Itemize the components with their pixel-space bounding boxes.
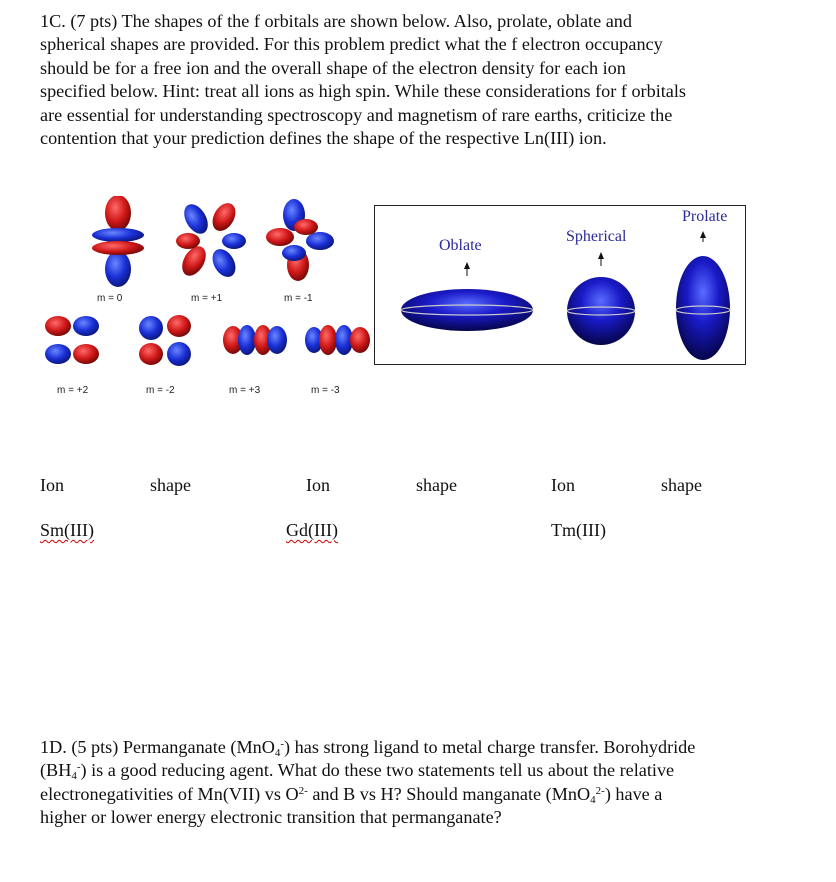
orbital-m+2 (45, 316, 99, 364)
orbital-label-m-3: m = -3 (311, 385, 340, 396)
superscript: 2- (595, 784, 605, 797)
text-run: ) have a (604, 783, 663, 804)
ion-sm: Sm(III) (40, 520, 94, 540)
problem-1d-line-3 (40, 783, 820, 806)
orbital-m-3 (305, 325, 370, 355)
spherical-ellipsoid (567, 252, 635, 345)
text-run: (BH (40, 760, 72, 781)
text-run: 1D. (5 pts) Permanganate (MnO (40, 737, 275, 757)
problem-1d-text (40, 736, 820, 830)
orbital-m+1 (176, 199, 246, 281)
orbital-m0 (92, 196, 144, 287)
prolate-label: Prolate (682, 208, 728, 225)
oblate-label: Oblate (439, 237, 482, 254)
ion-tm: Tm(III) (551, 520, 606, 540)
orbital-m+3 (223, 325, 287, 355)
text-run: ) has strong ligand to metal charge transfer. Borohydride (284, 737, 696, 757)
problem-1d-line-1 (40, 736, 820, 759)
orbital-label-m0: m = 0 (97, 293, 123, 304)
header-shape-1: shape (150, 475, 191, 495)
orbital-label-m+1: m = +1 (191, 293, 223, 304)
oblate-ellipsoid (401, 262, 533, 331)
orbital-label-m+3: m = +3 (229, 385, 261, 396)
text-run: electronegativities of Mn(VII) vs O (40, 783, 299, 804)
ion-gd: Gd(III) (286, 520, 338, 540)
header-ion-3: Ion (551, 475, 575, 495)
header-shape-3: shape (661, 475, 702, 495)
problem-1c-line: spherical shapes are provided. For this problem predict what the f electron occupancy (40, 34, 663, 55)
text-run: and B vs H? Should manganate (MnO (307, 783, 591, 804)
orbital-label-m-2: m = -2 (146, 385, 175, 396)
text-run: ) is a good reducing agent. What do these two statements tell us about the relative (80, 760, 675, 781)
problem-1c-line: should be for a free ion and the overall shape of the electron density for each ion (40, 57, 626, 78)
problem-1d-line-2 (40, 759, 820, 782)
problem-1d-line-4: higher or lower energy electronic transition that permanganate? (40, 807, 502, 828)
orbital-label-m-1: m = -1 (284, 293, 313, 304)
problem-1c-text (40, 10, 820, 150)
header-shape-2: shape (416, 475, 457, 495)
subscript: 4 (71, 770, 77, 783)
header-ion-1: Ion (40, 475, 64, 495)
prolate-ellipsoid (676, 231, 730, 360)
header-ion-2: Ion (306, 475, 330, 495)
problem-1c-line: are essential for understanding spectroscopy and magnetism of rare earths, criticize the (40, 104, 673, 125)
shapes-figure (374, 205, 746, 365)
spherical-label: Spherical (566, 228, 627, 245)
superscript: - (76, 761, 81, 774)
orbital-label-m+2: m = +2 (57, 385, 89, 396)
problem-1c-line: contention that your prediction defines the shape of the respective Ln(III) ion. (40, 128, 607, 149)
superscript: - (280, 738, 285, 750)
superscript: 2- (298, 784, 308, 797)
orbital-m-2 (139, 315, 191, 366)
problem-1c-line: specified below. Hint: treat all ions as high spin. While these considerations for f orbitals (40, 81, 687, 102)
orbital-m-1 (266, 199, 334, 281)
subscript: 4 (590, 793, 596, 806)
subscript: 4 (274, 747, 281, 759)
problem-1c-line: 1C. (7 pts) The shapes of the f orbitals are shown below. Also, prolate, oblate and (40, 11, 632, 31)
